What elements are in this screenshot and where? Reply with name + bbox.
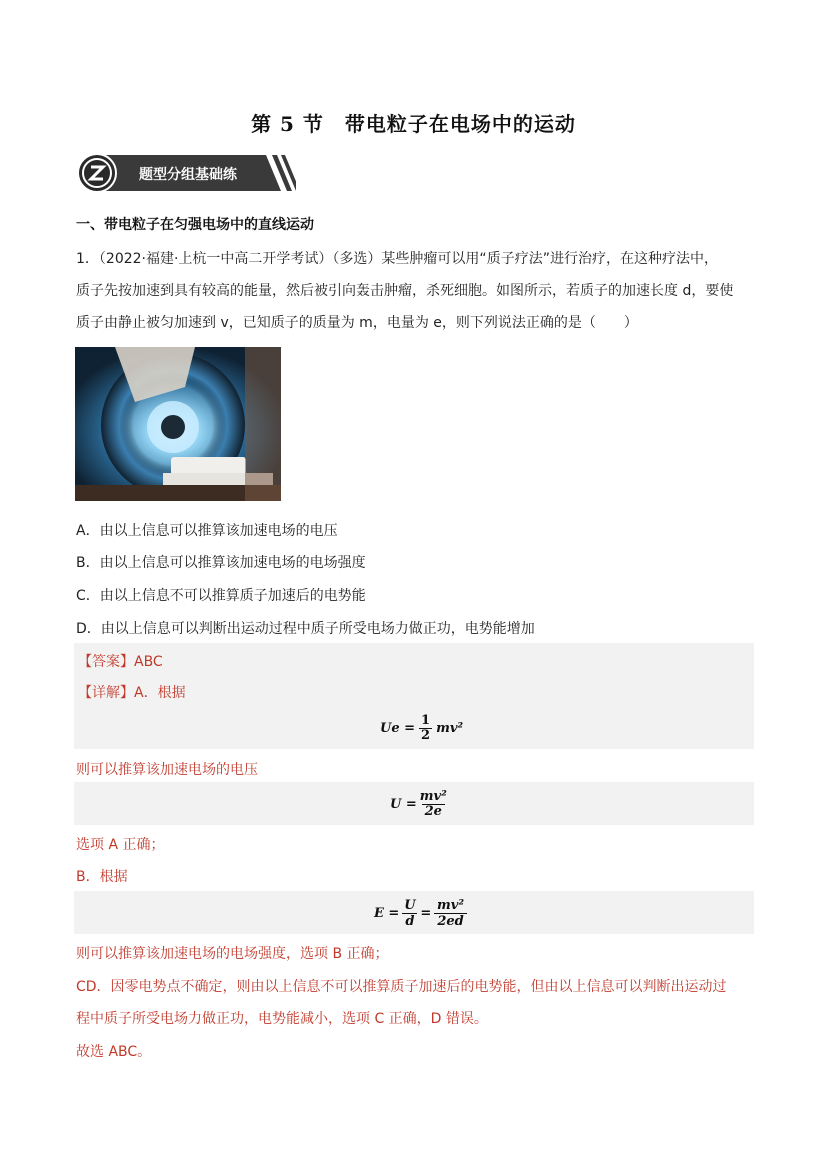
explanation-line-6: 程中质子所受电场力做正功，电势能减小，选项 C 正确，D 错误。 [76, 1011, 488, 1027]
answer-value: ABC [134, 654, 163, 670]
explanation-line-5: CD．因零电势点不确定，则由以上信息不可以推算质子加速后的电势能，但由以上信息可以判断出运动过 [76, 979, 727, 995]
question-line-1: 1．（2022·福建·上杭一中高二开学考试）（多选）某些肿瘤可以用“质子疗法”进行治疗，在这种疗法中， [76, 251, 718, 267]
formula-1-lhs: Ue = [380, 720, 416, 736]
explanation-line-7: 故选 ABC。 [76, 1044, 152, 1060]
option-c: C．由以上信息不可以推算质子加速后的电势能 [76, 588, 366, 604]
explanation-line-4: 则可以推算该加速电场的电场强度，选项 B 正确； [76, 946, 389, 962]
formula-3-num-2: mv² [437, 897, 465, 913]
formula-2-lhs: U = [390, 796, 417, 812]
formula-2-num: mv² [419, 788, 447, 804]
section-banner [76, 152, 296, 194]
formula-2-fraction [420, 790, 447, 819]
formula-3-lhs: E = [374, 905, 400, 921]
detail-a: A．根据 [134, 685, 186, 701]
banner-text: 题型分组基础练 [139, 167, 237, 183]
question-line-2: 质子先按加速到具有较高的能量，然后被引向轰击肿瘤，杀死细胞。如图所示，若质子的加速长度 d，要使 [76, 283, 734, 299]
formula-2 [390, 787, 447, 821]
formula-1-den: 2 [421, 727, 431, 743]
formula-3-den-1: d [402, 913, 417, 929]
detail-line [78, 682, 186, 702]
formula-3-eq: = [420, 905, 432, 921]
section-heading: 一、带电粒子在匀强电场中的直线运动 [76, 217, 314, 233]
formula-1-num: 1 [421, 712, 431, 728]
option-b: B．由以上信息可以推算该加速电场的电场强度 [76, 555, 366, 571]
answer-label: 【答案】 [78, 654, 134, 670]
formula-2-den: 2e [422, 804, 445, 819]
formula-3-fraction-1 [402, 898, 417, 929]
detail-label: 【详解】 [78, 685, 134, 701]
option-d: D．由以上信息可以判断出运动过程中质子所受电场力做正功，电势能增加 [76, 621, 535, 637]
answer-block [74, 643, 754, 749]
formula-3-num-1: U [404, 897, 416, 913]
page-title: 第 5 节 带电粒子在电场中的运动 [251, 112, 576, 136]
formula-1 [380, 711, 463, 745]
formula-3 [374, 895, 467, 931]
formula-3-den-2: 2ed [434, 913, 466, 929]
formula-2-block [74, 782, 754, 825]
explanation-line-2: 选项 A 正确； [76, 837, 165, 853]
question-line-3: 质子由静止被匀加速到 v，已知质子的质量为 m，电量为 e，则下列说法正确的是（ ） [76, 315, 638, 331]
explanation-line-3: B．根据 [76, 869, 128, 885]
formula-1-fraction [419, 714, 432, 743]
answer-line [78, 651, 163, 671]
formula-3-fraction-2 [434, 898, 466, 929]
formula-3-block [74, 891, 754, 934]
proton-therapy-photo [75, 347, 281, 501]
formula-1-rhs: mv² [436, 720, 464, 736]
banner-graphic [76, 152, 296, 194]
option-a: A．由以上信息可以推算该加速电场的电压 [76, 523, 338, 539]
explanation-line-1: 则可以推算该加速电场的电压 [76, 762, 258, 778]
